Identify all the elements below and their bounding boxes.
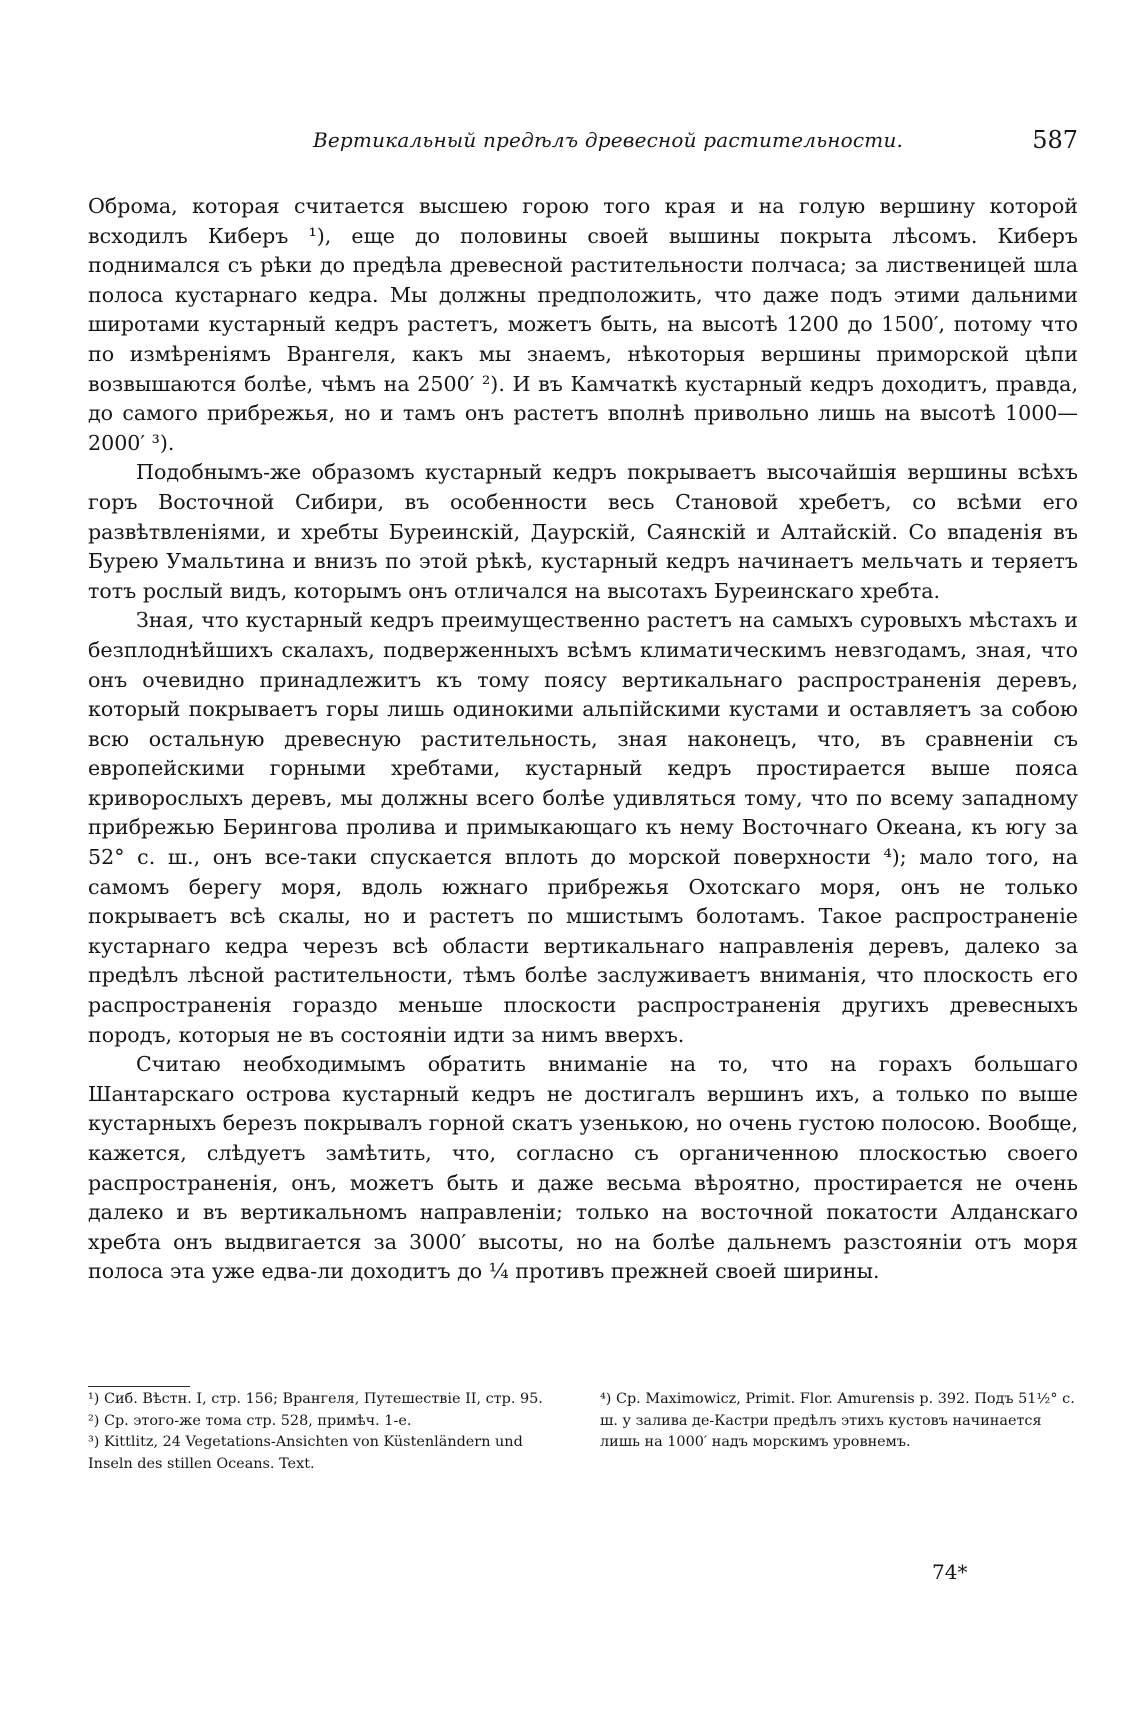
running-title: Вертикальный предѣлъ древесной растительности. [313,128,904,152]
paragraph: Оброма, которая считается высшею горою того края и на голую вершину которой всходилъ Киберъ ¹), еще до половины своей вышины покрыта лѣсомъ. Киберъ поднимался съ рѣки до предѣла древесной растительности полчаса; за лиственицей шла полоса кустарнаго кедра. Мы должны предположить, что даже подъ этими дальними широтами кустарный кедръ растетъ, можетъ быть, на высотѣ 1200 до 1500′, потому что по измѣреніямъ Врангеля, какъ мы знаемъ, нѣкоторыя вершины приморской цѣпи возвышаются болѣе, чѣмъ на 2500′ ²). И въ Камчаткѣ кустарный кедръ доходитъ, правда, до самого прибрежья, но и тамъ онъ растетъ вполнѣ привольно лишь на высотѣ 1000—2000′ ³). [88,194,1078,455]
body-text [88,192,1078,1287]
paragraph: Считаю необходимымъ обратить вниманіе на то, что на горахъ большаго Шантарскаго острова кустарный кедръ не достигалъ вершинъ ихъ, а только по выше кустарныхъ березъ покрывалъ горной скатъ узенькою, но очень густою полосою. Вообще, кажется, слѣдуетъ замѣтить, что, согласно съ органиченною плоскостью своего распространенія, онъ, можетъ быть и даже весьма вѣроятно, простирается не очень далеко и въ вертикальномъ направленіи; только на восточной покатости Алданскаго хребта онъ выдвигается за 3000′ высоты, но на болѣе дальнемъ разстояніи отъ моря полоса эта уже едва-ли доходитъ до ¼ противъ прежней своей ширины. [88,1052,1078,1284]
footnote: ³) Kittlitz, 24 Vegetations-Ansichten von Küstenländern und Inseln des stillen Oceans. Text. [88,1434,523,1472]
running-head [0,128,1078,162]
paragraph: Зная, что кустарный кедръ преимущественно растетъ на самыхъ суровыхъ мѣстахъ и безплоднѣйшихъ скалахъ, подверженныхъ всѣмъ климатическимъ невзгодамъ, зная, что онъ очевидно принадлежитъ къ тому поясу вертикальнаго распространенія деревъ, который покрываетъ горы лишь одинокими альпійскими кустами и оставляетъ за собою всю остальную древесную растительность, зная наконецъ, что, въ сравненіи съ европейскими горными хребтами, кустарный кедръ простирается выше пояса криворослыхъ деревъ, мы должны всего болѣе удивляться тому, что по всему западному прибрежью Берингова пролива и примыкающаго къ нему Восточнаго Океана, къ югу за 52° с. ш., онъ все-таки спускается вплоть до морской поверхности ⁴); мало того, на самомъ берегу моря, вдоль южнаго прибрежья Охотскаго моря, онъ не только покрываетъ всѣ скалы, но и растетъ по мшистымъ болотамъ. Такое распространеніе кустарнаго кедра черезъ всѣ области вертикальнаго направленія деревъ, далеко за предѣлъ лѣсной растительности, тѣмъ болѣе заслуживаетъ вниманія, что плоскость его распространенія гораздо меньше плоскости распространенія другихъ древесныхъ породъ, которыя не въ состояніи идти за нимъ вверхъ. [88,608,1078,1047]
footnote: ⁴) Cp. Maximowicz, Primit. Flor. Amurensis p. 392. Подъ 51½° с. ш. у залива де-Кастри предѣлъ этихъ кустовъ начинается лишь на 1000′ надъ морскимъ уровнемъ. [600,1391,1075,1450]
page-number: 587 [1032,126,1078,154]
footnotes-left-column [88,1389,566,1475]
footnotes [88,1386,1078,1475]
footnote: ²) Ср. этого-же тома стр. 528, примѣч. 1-е. [88,1412,412,1429]
footnote: ¹) Сиб. Вѣстн. I, стр. 156; Врангеля, Путешествіе II, стр. 95. [88,1391,543,1407]
printer-signature-mark: 74* [932,1560,968,1584]
footnotes-right-column [600,1389,1078,1475]
paragraph: Подобнымъ-же образомъ кустарный кедръ покрываетъ высочайшія вершины всѣхъ горъ Восточной Сибири, въ особенности весь Становой хребетъ, со всѣми его развѣтвленіями, и хребты Буреинскій, Даурскій, Саянскій и Алтайскій. Со впаденія въ Бурею Умальтина и внизъ по этой рѣкѣ, кустарный кедръ начинаетъ мельчать и теряетъ тотъ рослый видъ, которымъ онъ отличался на высотахъ Буреинскаго хребта. [88,460,1078,603]
